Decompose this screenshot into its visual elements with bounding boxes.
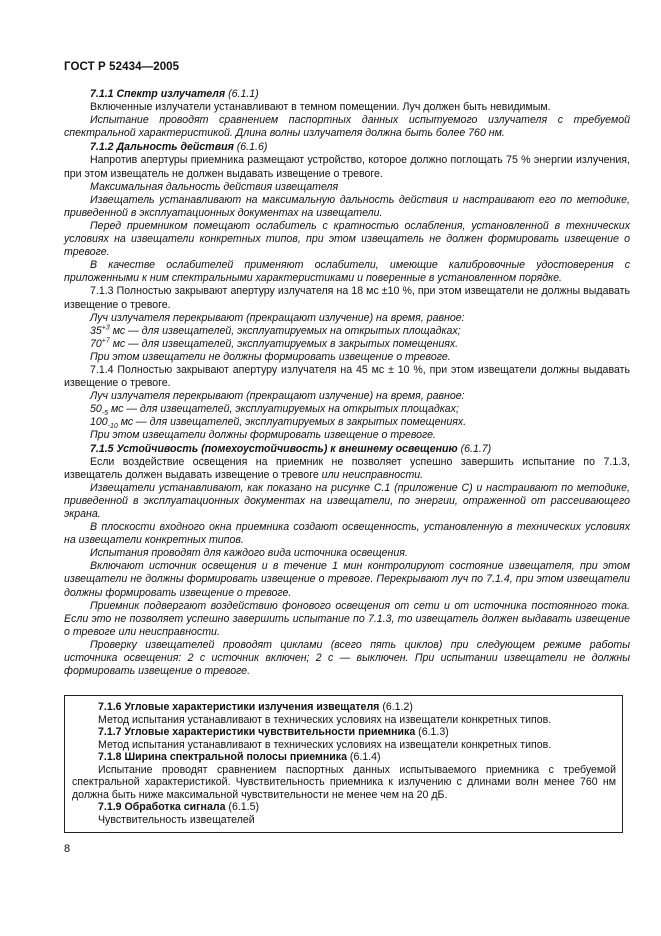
- paragraph: Чувствительность извещателей: [98, 813, 255, 826]
- paragraph: Включают источник освещения и в течение 1 мин контролируют состояние извещателя, при этом извещатели не должны формировать извещение о тревоге. Перекрывают луч по 7.1.4, при этом извещатели должны формировать извещение о тревоге.: [64, 560, 630, 599]
- paragraph: Метод испытания устанавливают в технических условиях на извещатели конкретных типов.: [98, 713, 552, 726]
- main-content: [64, 88, 630, 678]
- section-7-1-5-heading: 7.1.5 Устойчивость (помехоустойчивость) к внешнему освещению (6.1.7): [90, 442, 492, 455]
- value-line: $35^{+3}$ мс — для извещателей, эксплуатируемых на открытых площадках;: [90, 324, 461, 337]
- paragraph: Испытания проводят для каждого вида источника освещения.: [90, 547, 408, 560]
- value-line: $70^{+7}$ мс — для извещателей, эксплуатируемых в закрытых помещениях.: [90, 337, 459, 350]
- paragraph: Извещатели устанавливают, как показано на рисунке С.1 (приложение С) и настраивают по методике, приведенной в эксплуатационных документах на извещатели, по энергии, отраженной от рассеивающего экрана.: [64, 481, 630, 520]
- section-7-1-1-heading: 7.1.1 Спектр излучателя (6.1.1): [90, 88, 259, 100]
- paragraph: При этом извещатели должны формировать извещение о тревоге.: [90, 429, 436, 442]
- value-line: $50_{-5}$ мс — для извещателей, эксплуатируемых на открытых площадках;: [90, 403, 459, 418]
- paragraph: Если воздействие освещения на приемник не позволяет успешно завершить испытание по 7.1.3, извещатель должен выдавать извещение о тревоге или неисправности.: [64, 455, 630, 481]
- paragraph: Луч излучателя перекрывают (прекращают излучение) на время, равное:: [90, 390, 465, 403]
- paragraph: Максимальная дальность действия извещателя: [90, 180, 339, 193]
- paragraph: Метод испытания устанавливают в технических условиях на извещатели конкретных типов.: [98, 738, 552, 751]
- paragraph: Напротив апертуры приемника размещают устройство, которое должно поглощать 75 % энергии излучения, при этом извещатель не должен выдавать извещение о тревоге.: [64, 154, 630, 180]
- paragraph: Испытание проводят сравнением паспортных данных испытываемого приемника с требуемой спектральной характеристикой. Чувствительность приемника к излучению с длинами волн менее 760 нм должна быть ниже максимальной чувствительности не менее чем на 20 дБ.: [72, 763, 616, 801]
- section-7-1-6-heading: 7.1.6 Угловые характеристики излучения извещателя (6.1.2): [98, 701, 413, 713]
- section-7-1-3: 7.1.3 Полностью закрывают апертуру излучателя на 18 мс ±10 %, при этом извещатели не должны выдавать извещение о тревоге.: [64, 285, 630, 311]
- bordered-box: [64, 695, 623, 833]
- value-line: $100_{-10}$ мс — для извещателей, эксплуатируемых в закрытых помещениях.: [90, 416, 467, 431]
- section-7-1-7-heading: 7.1.7 Угловые характеристики чувствительности приемника (6.1.3): [98, 726, 449, 738]
- paragraph: В качестве ослабителей применяют ослабители, имеющие калибровочные удостоверения с приложенными к ним спектральными характеристиками и поверенные в установленном порядке.: [64, 259, 630, 285]
- paragraph: Включенные излучатели устанавливают в темном помещении. Луч должен быть невидимым.: [90, 101, 551, 114]
- section-7-1-9-heading: 7.1.9 Обработка сигнала (6.1.5): [98, 801, 260, 813]
- paragraph: Проверку извещателей проводят циклами (всего пять циклов) при следующем режиме работы источника освещения: 2 с источник включен; 2 с — выключен. При испытании извещатели не должны формировать извещение о тревоге.: [64, 638, 630, 678]
- paragraph: Луч излучателя перекрывают (прекращают излучение) на время, равное:: [90, 311, 465, 324]
- paragraph: В плоскости входного окна приемника создают освещенность, установленную в технических условиях на извещатели конкретных типов.: [64, 521, 630, 547]
- page-number: 8: [64, 843, 71, 855]
- section-7-1-8-heading: 7.1.8 Ширина спектральной полосы приемника (6.1.4): [98, 751, 381, 763]
- paragraph: При этом извещатели не должны формировать извещение о тревоге.: [90, 350, 451, 363]
- paragraph: Испытание проводят сравнением паспортных данных испытуемого излучателя с требуемой спектральной характеристикой. Длина волны излучателя должна быть более 760 нм.: [64, 114, 630, 140]
- page-header: ГОСТ Р 52434—2005: [64, 61, 180, 73]
- paragraph: Приемник подвергают воздействию фонового освещения от сети и от источника постоянного тока. Если это не позволяет успешно завершить испытание по 7.1.3, то извещатель должен выдавать извещение о тревоге или неисправности.: [64, 599, 630, 638]
- section-7-1-4: 7.1.4 Полностью закрывают апертуру излучателя на 45 мс ± 10 %, при этом извещатели должны выдавать извещение о тревоге.: [64, 363, 630, 390]
- section-7-1-2-heading: 7.1.2 Дальность действия (6.1.6): [90, 141, 268, 154]
- paragraph: Извещатель устанавливают на максимальную дальность действия и настраивают его по методике, приведенной в эксплуатационных документах на извещатели.: [64, 193, 630, 219]
- paragraph: Перед приемником помещают ослабитель с кратностью ослабления, установленной в технических условиях на извещатели конкретных типов, при этом извещатель не должен формировать извещение о тревоге.: [64, 219, 630, 259]
